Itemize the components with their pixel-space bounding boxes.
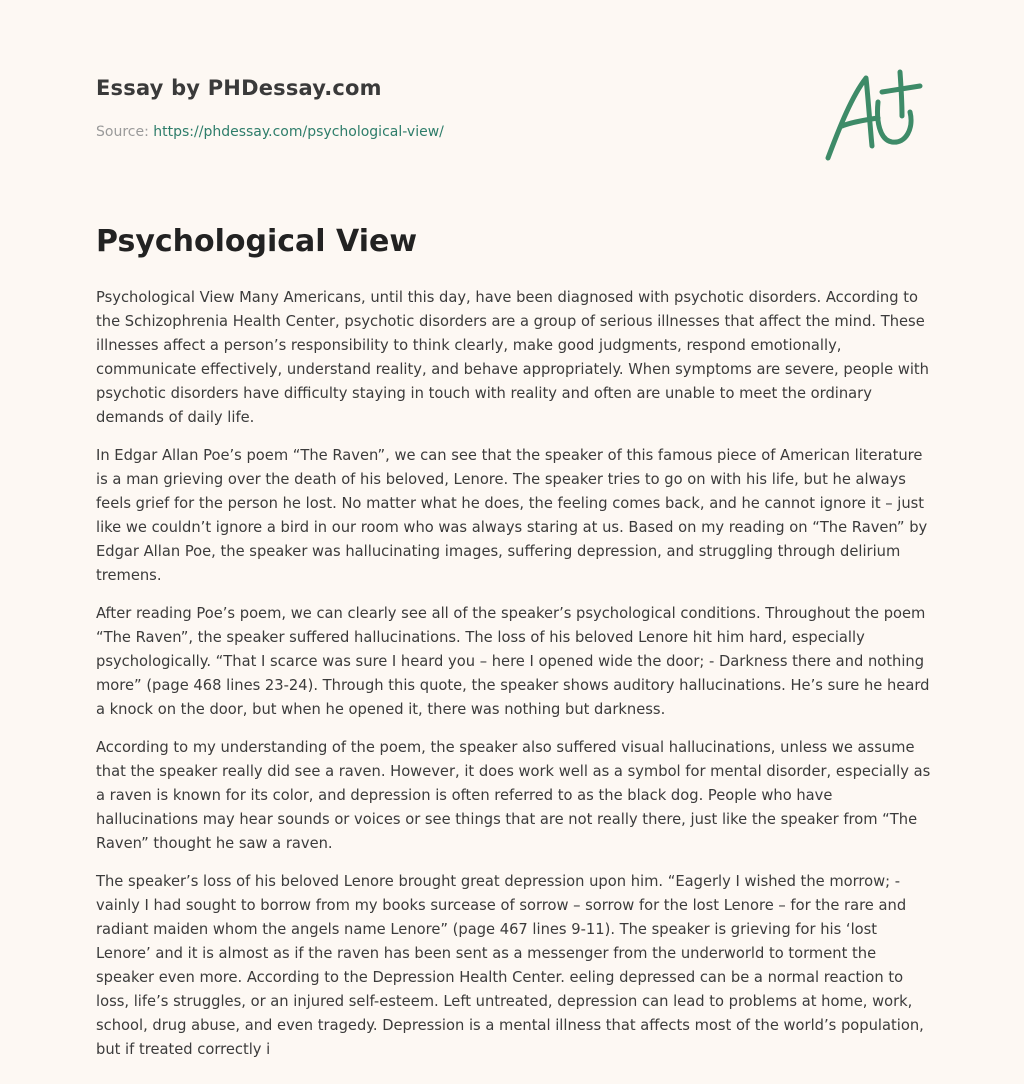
source-line <box>96 124 444 140</box>
a-plus-grade-icon <box>822 66 928 166</box>
source-label: Source: <box>96 124 149 140</box>
essay-paragraph: According to my understanding of the poem, the speaker also suffered visual hallucinations, unless we assume that the speaker really did see a raven. However, it does work well as a symbol for mental disorder, especially as a raven is known for its color, and depression is often referred to as the black dog. People who have hallucinations may hear sounds or voices or see things that are not really there, just like the speaker from “The Raven” thought he saw a raven. <box>96 739 931 852</box>
essay-paragraph: After reading Poe’s poem, we can clearly see all of the speaker’s psychological conditions. Throughout the poem “The Raven”, the speaker suffered hallucinations. The loss of his beloved Lenore hit him hard, especially psychologically. “That I scarce was sure I heard you – here I opened wide the door; - Darkness there and nothing more” (page 468 lines 23-24). Through this quote, the speaker shows auditory hallucinations. He’s sure he heard a knock on the door, but when he opened it, there was nothing but darkness. <box>96 605 930 718</box>
essay-title: Psychological View <box>96 224 418 259</box>
source-link[interactable]: https://phdessay.com/psychological-view/ <box>153 124 444 140</box>
essay-paragraph: The speaker’s loss of his beloved Lenore brought great depression upon him. “Eagerly I wished the morrow; - vainly I had sought to borrow from my books surcease of sorrow – sorrow for the lost Lenore – for the rare and radiant maiden whom the angels name Lenore” (page 467 lines 9-11). The speaker is grieving for his ‘lost Lenore’ and it is almost as if the raven has been sent as a messenger from the underworld to torment the speaker even more. According to the Depression Health Center. eeling depressed can be a normal reaction to loss, life’s struggles, or an injured self-esteem. Left untreated, depression can lead to problems at home, work, school, drug abuse, and even tragedy. Depression is a mental illness that affects most of the world’s population, but if treated correctly i <box>96 873 924 1058</box>
essay-body <box>96 286 932 1076</box>
essay-paragraph: Psychological View Many Americans, until this day, have been diagnosed with psychotic disorders. According to the Schizophrenia Health Center, psychotic disorders are a group of serious illnesses that affect the mind. These illnesses affect a person’s responsibility to think clearly, make good judgments, respond emotionally, communicate effectively, understand reality, and behave appropriately. When symptoms are severe, people with psychotic disorders have difficulty staying in touch with reality and often are unable to meet the ordinary demands of daily life. <box>96 289 929 426</box>
brand-title: Essay by PHDessay.com <box>96 76 382 100</box>
essay-paragraph: In Edgar Allan Poe’s poem “The Raven”, we can see that the speaker of this famous piece of American literature is a man grieving over the death of his beloved, Lenore. The speaker tries to go on with his life, but he always feels grief for the person he lost. No matter what he does, the feeling comes back, and he cannot ignore it – just like we couldn’t ignore a bird in our room who was always staring at us. Based on my reading on “The Raven” by Edgar Allan Poe, the speaker was hallucinating images, suffering depression, and struggling through delirium tremens. <box>96 447 928 584</box>
